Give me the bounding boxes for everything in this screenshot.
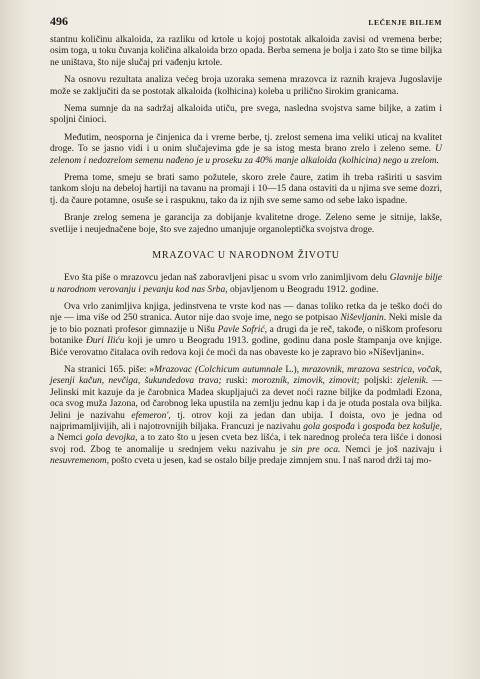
section-heading: MRAZOVAC U NARODNOM ŽIVOTU [152,250,340,262]
running-title: LEČENJE BILJEM [368,18,442,27]
paragraph-quote: Na stranici 165. piše: »Mrazovac (Colchicum autumnale L.), mrazovnik, mrazova sestrica, vočak, jesenji kačun, nevčiga, šukundedova trava; ruski: morozník, zimovik, zimovit; poljski: zjelenik. — Jelinski mit kazuje da je čarobnica Madea skupljajući za devet noći razne biljke da podmladi Ezona, oca svog muža Jazona, od čarobnog leka upustila na zemlju jednu kap i da je otuda postala ova biljka. Jelini je nazivahu efemeron', tj. otrov koji za jedan dan ubija. I doista, ovo je jedna od najprimamljivijih, ali i najotrovnijih biljaka. Francuzi je nazivahu gola gospođa i gospođa bez košulje, a Nemci gola devojka, a to zato što u jesen cveta bez lišća, i tek narednog proleća tera lišće i donosi svoj rod. Zbog te anomalije u srednjem veku nazivahu je sin pre oca. Nemci je još nazivaju i nesuvremenom, pošto cveta u jesen, kad se ostalo bilje predaje zimnjem snu. I naš narod drži taj mo- [50,364,443,467]
paragraph-intro: Evo šta piše o mrazovcu jedan naš zaboravljeni pisac u svom vrlo zanimljivom delu Glavnije bilje u narodnom verovanju i pevanju kod nas Srba, objavljenom u Beogradu 1912. godine. [50,273,442,295]
paragraph-quality: Branje zrelog semena je garancija za dobijanje kvalitetne droge. Zeleno seme je sitnije, lakše, svetlije i neujednačene boje, što sve zajedno umanjuje organoleptička svojstva droge. [50,213,442,235]
page-header [50,14,442,29]
paragraph-continuation: stantnu količinu alkaloida, za razliku od krtole u kojoj postotak alkaloida zavisi od vremena berbe; osim toga, u toku čuvanja količina alkaloida brzo opada. Berba semena je bolja i zato što se time biljka ne uništava, što nije slučaj pri vađenju krtole. [50,35,442,68]
paragraph-book: Ova vrlo zanimljiva knjiga, jedinstvena te vrste kod nas — danas toliko retka da je teško doći do nje — ima više od 250 stranica. Autor nije dao svoje ime, nego se potpisao Niševljanin. Neki misle da je to bio poznati profesor gimnazije u Nišu Pavle Sofrić, a drugi da je reč, takođe, o niškom profesoru botanike Đuri Iliću koji je umro u Beogradu 1913. godine, godinu dana posle štampanja ove knjige. Biće verovatno čitalaca ovih redova koji će moći da nas obaveste ko je zapravo bio »Niševljanin«. [50,301,442,358]
paragraph-drying: Prema tome, smeju se brati samo požutele, skoro zrele čaure, zatim ih treba raširiti u sasvim tankom sloju na debeloj hartiji na tavanu na promaji i 10—15 dana ostaviti da u njima sve seme dozri, tj. da čaure potamne, osuše se i raspuknu, tako da iz njih sve seme samo od sebe lako ispadne. [50,173,442,206]
paragraph-analysis: Na osnovu rezultata analiza većeg broja uzoraka semena mrazovca iz raznih krajeva Jugoslavije može se zaključiti da se postotak alkaloida (kolhicina) koleba u prilično širokim granicama. [50,75,442,97]
page-number: 496 [50,14,68,28]
paragraph-harvest-time: Međutim, neosporna je činjenica da i vreme berbe, tj. zrelost semena ima veliki uticaj na kvalitet droge. To se jasno vidi i u onim slučajevima gde je sa istog mesta brano zrelo i zeleno seme. U zelenom i nedozrelom semenu nađeno je u proseku za 40% manje alkaloida (kolhicina) nego u zrelom. [50,132,442,166]
paragraph-heredity: Nema sumnje da na sadržaj alkaloida utiču, pre svega, nasledna svojstva same biljke, a zatim i spoljni činioci. [50,104,442,126]
